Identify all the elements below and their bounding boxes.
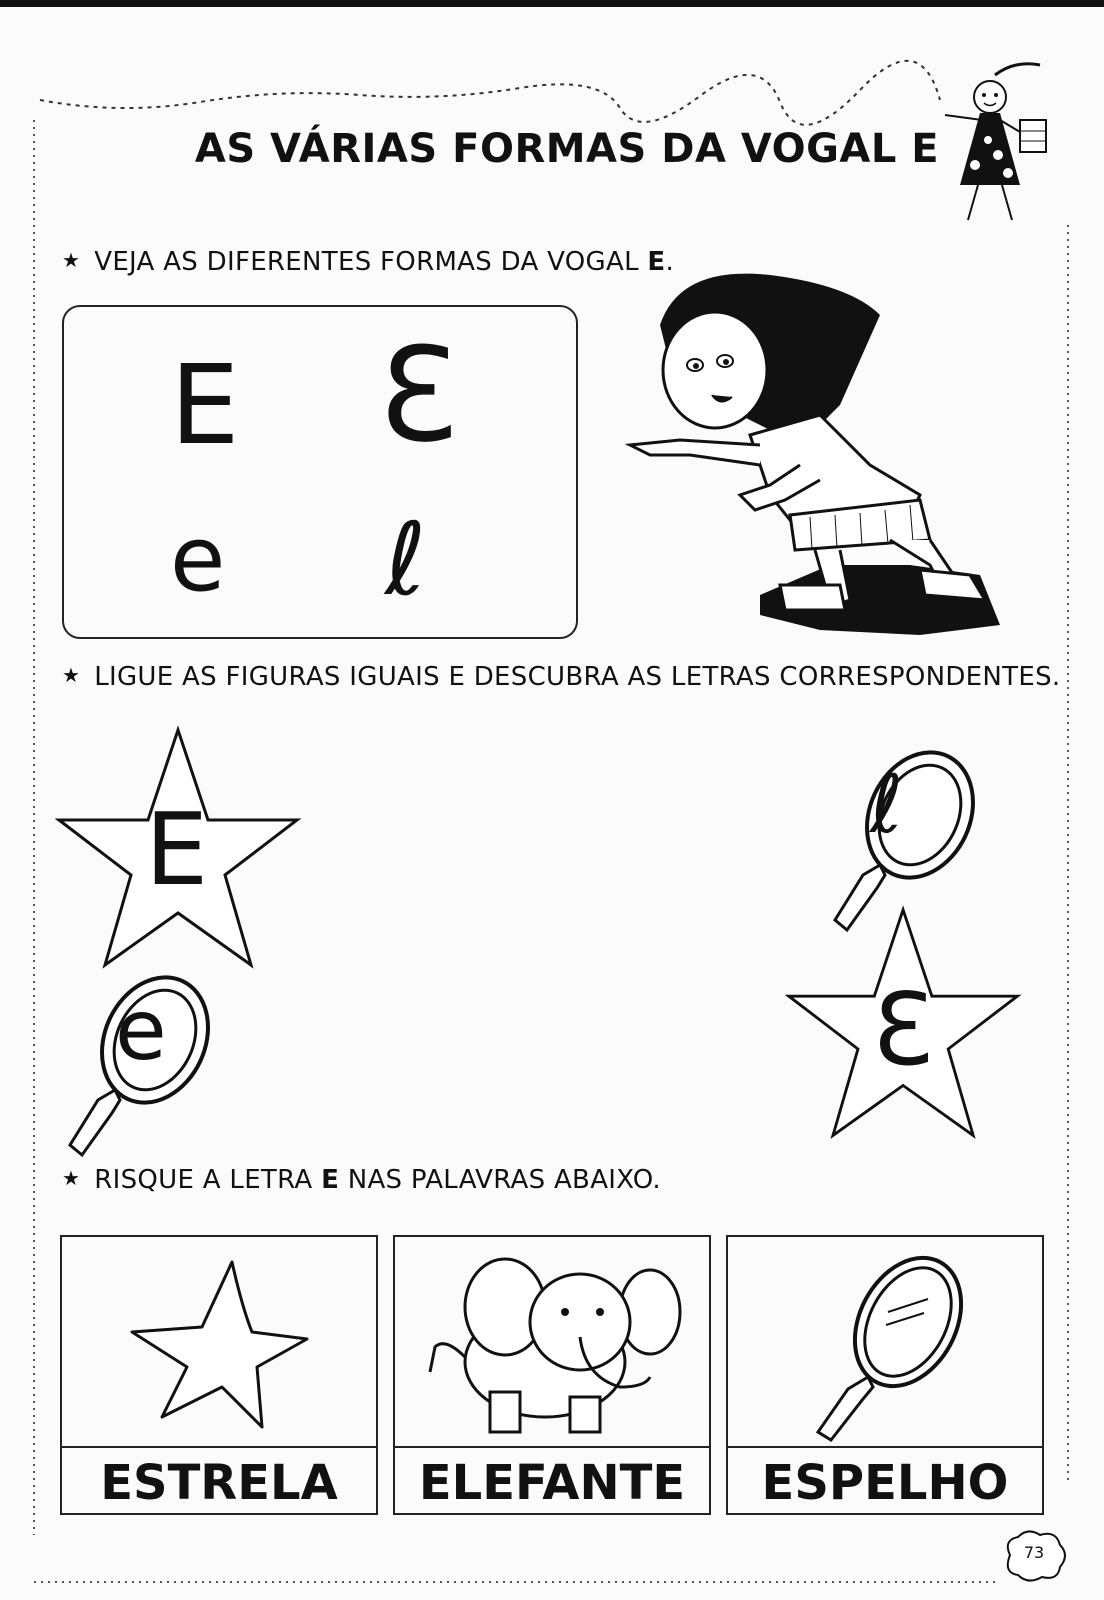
right-mirror-letter: ℓ [870,758,904,851]
word-espelho: ESPELHO [728,1446,1042,1518]
letter-forms-box [62,305,578,639]
word-elefante: ELEFANTE [395,1446,709,1518]
right-star-letter: Ɛ [872,971,934,1088]
letter-print-upper: E [170,341,240,469]
word-card-espelho [726,1235,1044,1515]
page-number: 73 [1023,1543,1045,1562]
instruction-2-text: LIGUE AS FIGURAS IGUAIS E DESCUBRA AS LETRAS CORRESPONDENTES. [94,662,1061,692]
page-title [0,126,1104,172]
left-star-letter: E [145,791,209,908]
instruction-1 [62,247,674,277]
instruction-3-suffix: NAS PALAVRAS ABAIXO. [339,1165,661,1195]
instruction-1-text: VEJA AS DIFERENTES FORMAS DA VOGAL [94,247,648,277]
instruction-3-letter: E [321,1165,340,1195]
girl-illustration [620,265,1040,655]
word-card-elefante [393,1235,711,1515]
star-icon [62,1237,376,1442]
elephant-icon [395,1237,709,1442]
letter-cursive-lower: ℓ [385,501,427,618]
instruction-2 [62,662,1060,692]
instruction-3 [62,1165,661,1195]
instruction-1-letter: E [647,247,666,277]
star-icon: ★ [62,1166,81,1190]
word-estrela: ESTRELA [62,1446,376,1518]
star-icon: ★ [62,248,81,272]
instruction-3-text: RISQUE A LETRA [94,1165,322,1195]
mirror-icon [728,1237,1042,1442]
star-icon: ★ [62,663,81,687]
letter-cursive-upper: Ɛ [378,319,458,471]
word-card-estrela [60,1235,378,1515]
page-title-prefix: AS VÁRIAS FORMAS DA VOGAL [194,126,912,172]
page-title-letter: E [911,126,940,172]
letter-print-lower: e [170,507,226,612]
instruction-1-suffix: . [665,247,675,277]
left-mirror-letter: e [115,981,167,1079]
